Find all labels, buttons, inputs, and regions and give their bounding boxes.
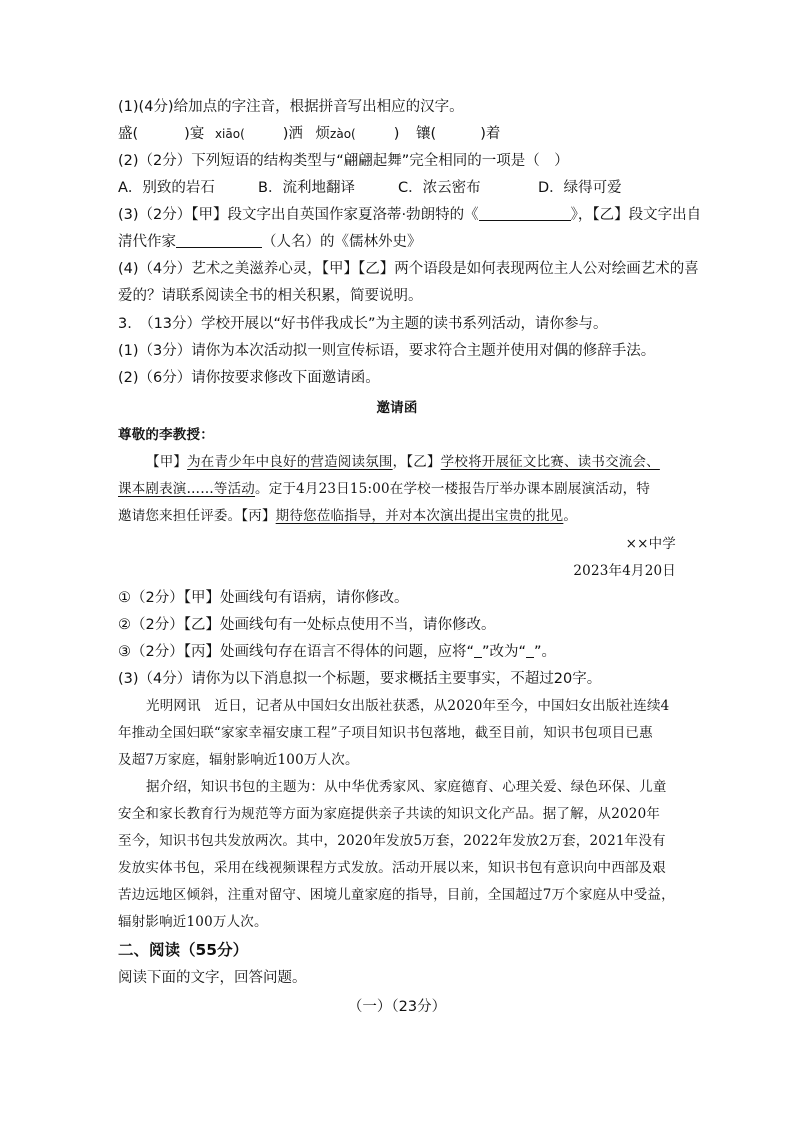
news-line: 光明网讯 近日，记者从中国妇女出版社获悉，从2020年至今，中国妇女出版社连续4 <box>146 698 670 714</box>
section-heading: 二、阅读（55分） <box>118 941 249 959</box>
news-line: 苦边远地区倾斜，注重对留守、困境儿童家庭的指导，目前，全国超过7万个家庭从中受益， <box>118 887 675 903</box>
pinyin-item: 盛( <box>118 126 139 142</box>
news-line: 年推动全国妇联“家家幸福安康工程”子项目知识书包落地，截至目前，知识书包项目已惠 <box>118 725 653 741</box>
q3-part3: (3)（4分）请你为以下消息拟一个标题，要求概括主要事实，不超过20字。 <box>118 671 602 687</box>
news-line: 据介绍，知识书包的主题为：从中华优秀家风、家庭德育、心理关爱、绿色环保、儿童 <box>146 779 667 795</box>
letter-salutation: 尊敬的李教授： <box>118 427 214 443</box>
news-line: 安全和家长教育行为规范等方面为家庭提供亲子共读的知识文化产品。据了解，从2020年 <box>118 806 661 822</box>
pinyin-xiao: xiāo( <box>214 127 245 141</box>
q1-instruction: (1)(4分)给加点的字注音，根据拼音写出相应的汉字。 <box>118 99 464 115</box>
option-d: D．绿得可爱 <box>538 180 622 196</box>
letter-signature: ××中学 <box>625 536 676 552</box>
pinyin-zao: zào( <box>330 127 356 141</box>
answer-blank <box>479 206 571 221</box>
underlined-yi: 学校将开展征文比赛、读书交流会、 <box>440 454 660 470</box>
letter-line-2: 课本剧表演……等活动。定于4月23日15:00在学校一楼报告厅举办课本剧展演活动，特 <box>118 481 651 497</box>
underlined-jia: 为在青少年中良好的营造阅读氛围 <box>187 454 393 470</box>
news-line: 发放实体书包，采用在线视频课程方式发放。活动开展以来，知识书包有意识向中西部及艰 <box>118 860 666 876</box>
option-b: B．流利地翻译 <box>258 180 355 196</box>
q1-part3: (3)（2分）【甲】段文字出自英国作家夏洛蒂·勃朗特的《 》，【乙】段文字出自 <box>118 207 702 223</box>
q3-part1: (1)（3分）请你为本次活动拟一则宣传标语，要求符合主题并使用对偶的修辞手法。 <box>118 343 656 359</box>
answer-blank <box>526 643 534 658</box>
option-a: A．别致的岩石 <box>118 180 215 196</box>
subq-2: ②（2分）【乙】处画线句有一处标点使用不当，请你修改。 <box>118 617 496 633</box>
q1-pinyin-row: 盛( )宴 xiāo( )洒 烦zào( ) 镶( )着 <box>118 126 501 142</box>
q1-part4: (4)（4分）艺术之美滋养心灵，【甲】【乙】两个语段是如何表现两位主人公对绘画艺术的喜 <box>118 261 699 277</box>
q1-part3-cont: 清代作家 （人名）的《儒林外史》 <box>118 234 422 250</box>
letter-line-3: 邀请您来担任评委。【丙】期待您莅临指导，并对本次演出提出宝贵的批见。 <box>118 508 578 524</box>
q1-part2: (2)（2分）下列短语的结构类型与“翩翩起舞”完全相同的一项是（ ） <box>118 153 569 169</box>
answer-blank <box>474 643 482 658</box>
q1-options <box>118 177 622 199</box>
underlined-bing: 期待您莅临指导，并对本次演出提出宝贵的批见 <box>275 508 564 524</box>
subsection-title: （一）（23分） <box>347 999 447 1015</box>
letter-date: 2023年4月20日 <box>573 563 676 579</box>
answer-blank <box>176 233 262 248</box>
letter-line-1: 【甲】为在青少年中良好的营造阅读氛围，【乙】学校将开展征文比赛、读书交流会、 <box>146 454 660 470</box>
q1-part4-cont: 爱的？请联系阅读全书的相关积累，简要说明。 <box>118 288 423 304</box>
subq-1: ①（2分）【甲】处画线句有语病，请你修改。 <box>118 590 409 606</box>
section-instruction: 阅读下面的文字，回答问题。 <box>118 970 307 986</box>
q3-intro: 3. （13分）学校开展以“好书伴我成长”为主题的读书系列活动，请你参与。 <box>118 316 608 332</box>
news-line: 至今，知识书包共发放两次。其中，2020年发放5万套，2022年发放2万套，2021年没有 <box>118 833 666 849</box>
q3-part2: (2)（6分）请你按要求修改下面邀请函。 <box>118 370 380 386</box>
option-c: C．浓云密布 <box>398 180 481 196</box>
subq-3: ③（2分）【丙】处画线句存在语言不得体的问题，应将“ ”改为“ ”。 <box>118 644 557 660</box>
letter-title: 邀请函 <box>376 400 418 416</box>
news-line: 辐射影响近100万人次。 <box>118 914 268 930</box>
news-line: 及超7万家庭，辐射影响近100万人次。 <box>118 752 359 768</box>
